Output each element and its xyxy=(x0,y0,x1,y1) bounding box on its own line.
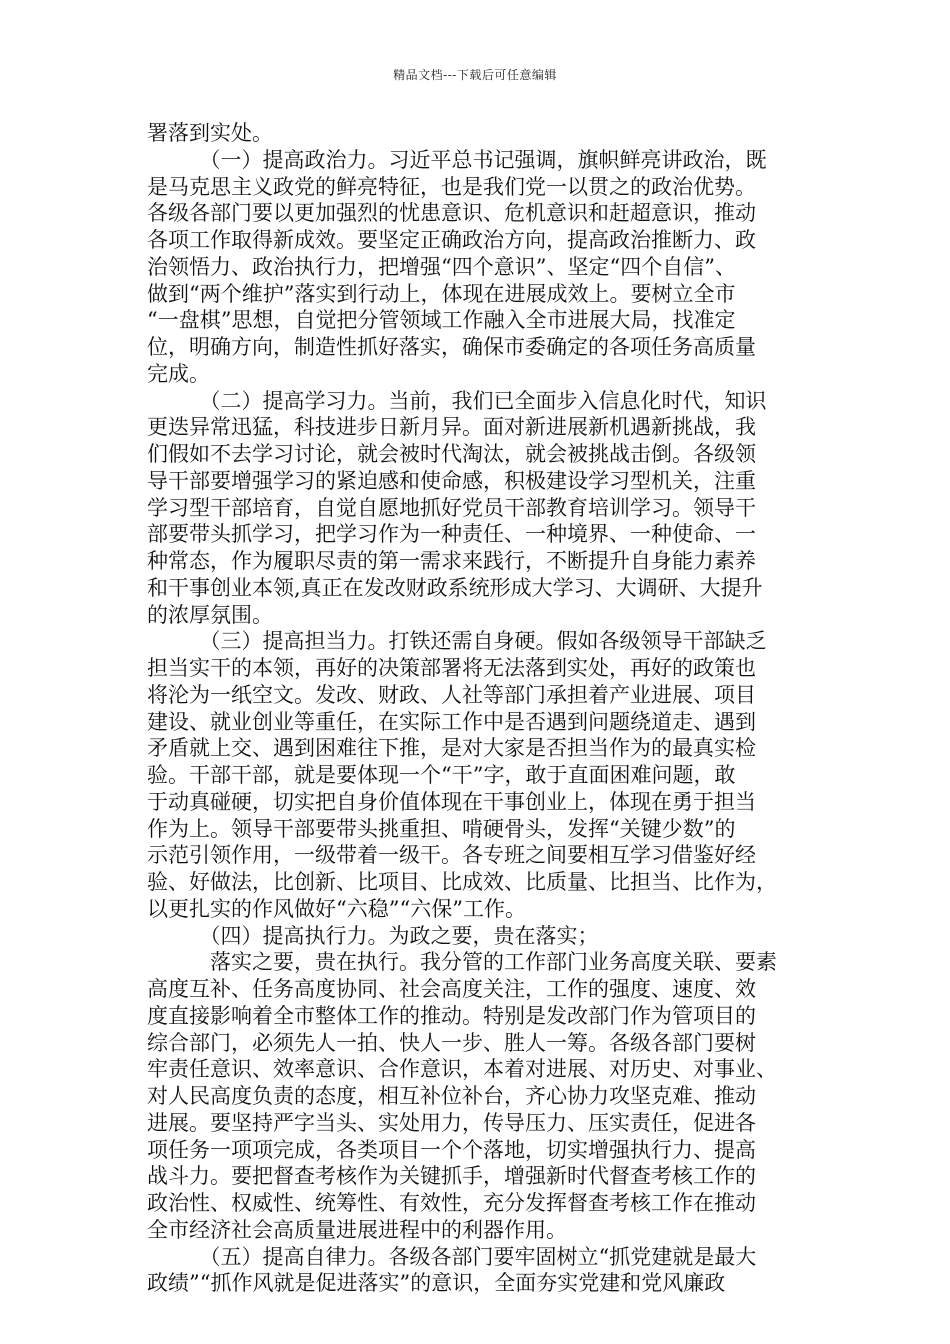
text-line: “一盘棋”思想，自觉把分管领域工作融入全市进展大局，找准定 xyxy=(147,308,736,333)
text-line: 全市经济社会高质量进展进程中的利器作用。 xyxy=(147,1217,567,1242)
text-line: 建设、就业创业等重任，在实际工作中是否遇到问题绕道走、遇到 xyxy=(147,709,756,734)
text-line: 完成。 xyxy=(147,361,210,386)
text-line: 度直接影响着全市整体工作的推动。特别是发改部门作为管项目的 xyxy=(147,1003,756,1028)
text-line: 以更扎实的作风做好“六稳”“六保”工作。 xyxy=(147,896,526,921)
text-line: 位，明确方向，制造性抓好落实，确保市委确定的各项任务高质量 xyxy=(147,335,756,359)
text-line: 治领悟力、政治执行力，把增强“四个意识”、坚定“四个自信”、 xyxy=(147,254,736,279)
text-line: （二）提高学习力。当前，我们已全面步入信息化时代，知识 xyxy=(147,388,767,413)
text-line: （一）提高政治力。习近平总书记强调，旗帜鲜亮讲政治，既 xyxy=(147,147,767,172)
text-line: （五）提高自律力。各级各部门要牢固树立“抓党建就是最大 xyxy=(147,1244,757,1269)
text-line: 进展。要坚持严字当头、实处用力，传导压力、压实责任，促进各 xyxy=(147,1110,756,1135)
text-line: 高度互补、任务高度协同、社会高度关注，工作的强度、速度、效 xyxy=(147,977,756,1001)
text-line: （三）提高担当力。打铁还需自身硬。假如各级领导干部缺乏 xyxy=(147,629,767,654)
text-line: 的浓厚氛围。 xyxy=(147,602,273,627)
text-line: 政绩”“抓作风就是促进落实”的意识，全面夯实党建和党风廉政 xyxy=(147,1271,726,1296)
text-line: 示范引领作用，一级带着一级干。各专班之间要相互学习借鉴好经 xyxy=(147,843,756,868)
text-line: 政治性、权威性、统筹性、有效性，充分发挥督查考核工作在推动 xyxy=(147,1191,756,1215)
text-line: 导干部要增强学习的紧迫感和使命感，积极建设学习型机关，注重 xyxy=(147,468,756,493)
text-line: 项任务一项项完成，各类项目一个个落地，切实增强执行力、提高 xyxy=(147,1137,756,1162)
page-header: 精品文档---下载后可任意编辑 xyxy=(393,68,557,82)
text-line: 于动真碰硬，切实把自身价值体现在干事创业上，体现在勇于担当 xyxy=(147,789,756,814)
text-line: 对人民高度负责的态度，相互补位补台，齐心协力攻坚克难、推动 xyxy=(147,1084,756,1108)
text-line: 综合部门，必须先人一拍、快人一步、胜人一筹。各级各部门要树 xyxy=(147,1030,756,1055)
text-line: 学习型干部培育，自觉自愿地抓好党员干部教育培训学习。领导干 xyxy=(147,495,756,520)
text-line: 验、好做法，比创新、比项目、比成效、比质量、比担当、比作为， xyxy=(147,870,777,894)
text-line: 将沦为一纸空文。发改、财政、人社等部门承担着产业进展、项目 xyxy=(147,682,756,707)
text-line: 战斗力。要把督查考核作为关键抓手，增强新时代督查考核工作的 xyxy=(147,1164,756,1189)
text-line: 和干事创业本领,真正在发改财政系统形成大学习、大调研、大提升 xyxy=(147,575,763,600)
text-line: 落实之要，贵在执行。我分管的工作部门业务高度关联、要素 xyxy=(147,950,777,975)
text-line: 们假如不去学习讨论，就会被时代淘汰，就会被挑战击倒。各级领 xyxy=(147,442,756,466)
text-line: 矛盾就上交、遇到困难往下推，是对大家是否担当作为的最真实检 xyxy=(147,736,756,761)
text-line: 种常态，作为履职尽责的第一需求来践行，不断提升自身能力素养 xyxy=(147,549,756,573)
text-line: 做到“两个维护”落实到行动上，体现在进展成效上。要树立全市 xyxy=(147,281,736,306)
text-line: 部要带头抓学习，把学习作为一种责任、一种境界、一种使命、一 xyxy=(147,522,756,547)
text-line: （四）提高执行力。为政之要，贵在落实； xyxy=(147,923,599,948)
text-line: 署落到实处。 xyxy=(147,121,273,145)
text-line: 各项工作取得新成效。要坚定正确政治方向，提高政治推断力、政 xyxy=(147,228,756,252)
text-line: 更迭异常迅猛，科技进步日新月异。面对新进展新机遇新挑战，我 xyxy=(147,415,756,440)
text-line: 担当实干的本领，再好的决策部署将无法落到实处，再好的政策也 xyxy=(147,656,756,680)
text-line: 是马克思主义政党的鲜亮特征，也是我们党一以贯之的政治优势。 xyxy=(147,174,756,199)
document-body xyxy=(147,120,835,1297)
text-line: 作为上。领导干部要带头挑重担、啃硬骨头，发挥“关键少数”的 xyxy=(147,816,736,841)
text-line: 牢责任意识、效率意识、合作意识，本着对进展、对历史、对事业、 xyxy=(147,1057,777,1082)
text-line: 验。干部干部，就是要体现一个“干”字，敢于直面困难问题，敢 xyxy=(147,763,736,787)
text-line: 各级各部门要以更加强烈的忧患意识、危机意识和赶超意识，推动 xyxy=(147,201,756,226)
